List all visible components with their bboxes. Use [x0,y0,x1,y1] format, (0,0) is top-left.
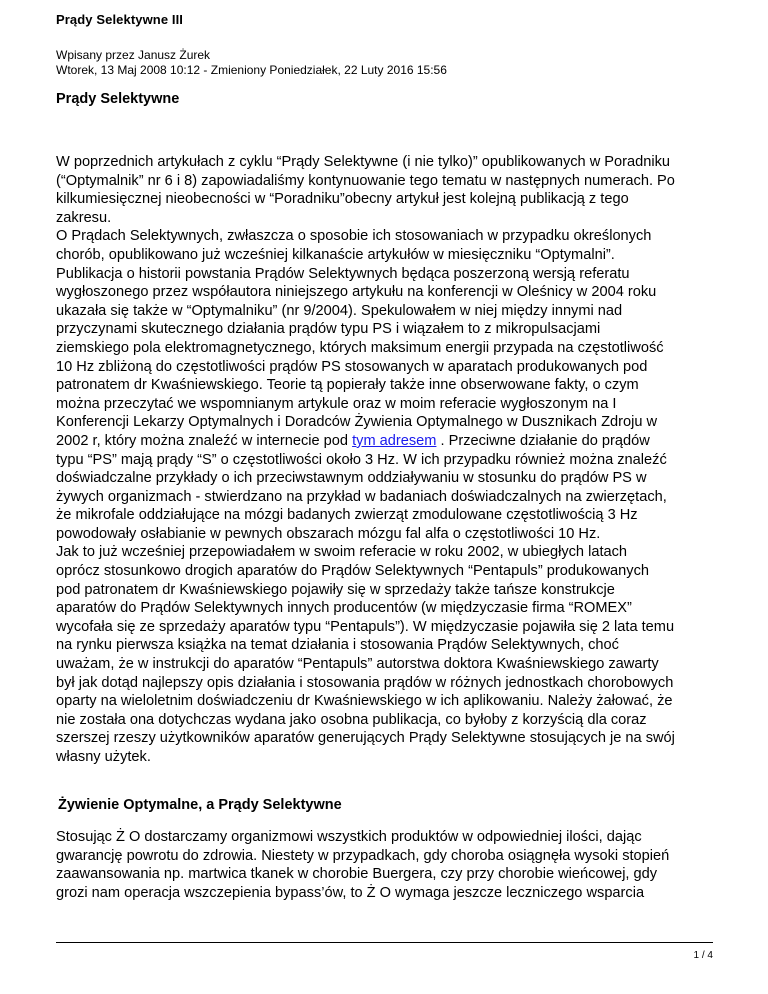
text-line: zakresu. [56,209,112,226]
section2-body [56,828,724,902]
text-line: Konferencji Lekarzy Optymalnych i Doradców Żywienia Optymalnego w Dusznikach Zdroju w [56,414,658,431]
text-line: ziemskiego pola elektromagnetycznego, których maksimum energii przypada na częstotliwość [56,339,664,356]
text-line: ukazała się także w “Optymalniku” (nr 9/2004). Spekulowałem w niej między innymi nad [56,302,623,319]
text-line: przyczynami skutecznego działania prądów typu PS i wiązałem to z mikropulsacjami [56,321,601,338]
text-line: oprócz stosunkowo drogich aparatów do Prądów Selektywnych “Pentapuls” produkowanych [56,563,649,580]
page-number: 1 / 4 [693,950,713,961]
text-line: kilkumiesięcznej nieobecności w “Poradniku”obecny artykuł jest kolejną publikacją z tego [56,191,629,208]
text-line: szerszej rzeszy użytkowników aparatów generujących Prądy Selektywne stosujących je na swój [56,730,675,747]
text-line: wygłoszonego przez współautora niniejszego artykułu na konferencji w Oleśnicy w 2004 roku [56,284,657,301]
dates-line: Wtorek, 13 Maj 2008 10:12 - Zmieniony Poniedziałek, 22 Luty 2016 15:56 [56,62,447,77]
text-line: można przeczytać we wspomnianym artykule oraz w moim referacie wygłoszonym na I [56,395,617,412]
text-line-with-link [56,432,724,451]
text-line: patronatem dr Kwaśniewskiego. Teorie tą popierały także inne obserwowane fakty, o czym [56,377,639,394]
text-line: 10 Hz zbliżoną do częstotliwości prądów PS stosowanych w aparatach produkowanych pod [56,358,648,375]
text-line: Stosując Ż O dostarczamy organizmowi wszystkich produktów w odpowiedniej ilości, dając [56,829,642,845]
text-line: zaawansowania np. martwica tkanek w chorobie Buergera, czy przy chorobie wieńcowej, gdy [56,866,658,883]
text-line: pod patronatem dr Kwaśniewskiego pojawiły się w sprzedaży także tańsze konstrukcje [56,581,615,598]
text-line: wycofała się ze sprzedaży aparatów typu “Pentapuls”). W międzyczasie pojawiła się 2 lata temu [56,618,675,635]
link-line-after: . Przeciwne działanie do prądów [436,432,650,449]
text-line: uważam, że w instrukcji do aparatów “Pentapuls” autorstwa doktora Kwaśniewskiego zawarty [56,656,659,673]
text-line: był jak dotąd najlepszy opis działania i stosowania prądów w różnych jednostkach chorobowych [56,674,674,691]
text-line: doświadczalne przykłady o ich przeciwstawnym oddziaływaniu w stosunku do prądów PS w [56,470,647,487]
section-heading-zywienie-optymalne: Żywienie Optymalne, a Prądy Selektywne [58,797,342,813]
text-line: żywych organizmach - stwierdzano na przykład w badaniach doświadczalnych na zwierzętach, [56,488,667,505]
text-line: gwarancję powrotu do zdrowia. Niestety w przypadkach, gdy choroba osiągnęła wysoki stopień [56,847,670,864]
text-line: aparatów do Prądów Selektywnych innych producentów (w międzyczasie firma “ROMEX” [56,600,632,617]
text-line: Publikacja o historii powstania Prądów Selektywnych będąca poszerzoną wersją referatu [56,265,630,282]
link-line-before: 2002 r, który można znaleźć w internecie pod [56,432,353,449]
text-line: (“Optymalnik” nr 6 i 8) zapowiadaliśmy kontynuowanie tego tematu w następnych numerach. Po [56,172,675,189]
text-line: O Prądach Selektywnych, zwłaszcza o sposobie ich stosowaniach w przypadku określonych [56,228,652,245]
text-line: własny użytek. [56,749,151,765]
document-title: Prądy Selektywne III [56,12,184,27]
address-link[interactable]: tym adresem [352,432,437,449]
author-line: Wpisany przez Janusz Żurek [56,48,211,62]
text-line: chorób, opublikowano już wcześniej kilkanaście artykułów w miesięczniku “Optymalni”. [56,246,615,263]
text-line: że mikrofale oddziałujące na mózgi badanych zwierząt zmodulowane częstotliwością 3 Hz [56,507,638,524]
section1-body [56,153,724,767]
text-line: powodowały osłabianie w pewnych obszarach mózgu fal alfa o częstotliwości 10 Hz. [56,525,601,542]
text-line: nie została ona dotychczas wydana jako osobna publikacja, co byłoby z korzyścią dla coraz [56,711,647,728]
text-line: grozi nam operacja wszczepienia bypass’ów, to Ż O wymaga jeszcze leczniczego wsparcia [56,884,645,901]
footer-divider [56,942,713,943]
text-line: na rynku pierwsza książka na temat działania i stosowania Prądów Selektywnych, choć [56,637,619,654]
text-line: Jak to już wcześniej przepowiadałem w swoim referacie w roku 2002, w ubiegłych latach [56,544,628,561]
section-heading-pradys-selektywne: Prądy Selektywne [56,91,180,107]
text-line: oparty na wieloletnim doświadczeniu dr Kwaśniewskiego w ich aplikowaniu. Należy żałować, że [56,693,673,710]
article-meta [56,48,447,77]
text-line: typu “PS” mają prądy “S” o częstotliwości około 3 Hz. W ich przypadku również można znaleźć [56,451,667,468]
text-line: W poprzednich artykułach z cyklu “Prądy Selektywne (i nie tylko)” opublikowanych w Poradniku [56,154,671,170]
